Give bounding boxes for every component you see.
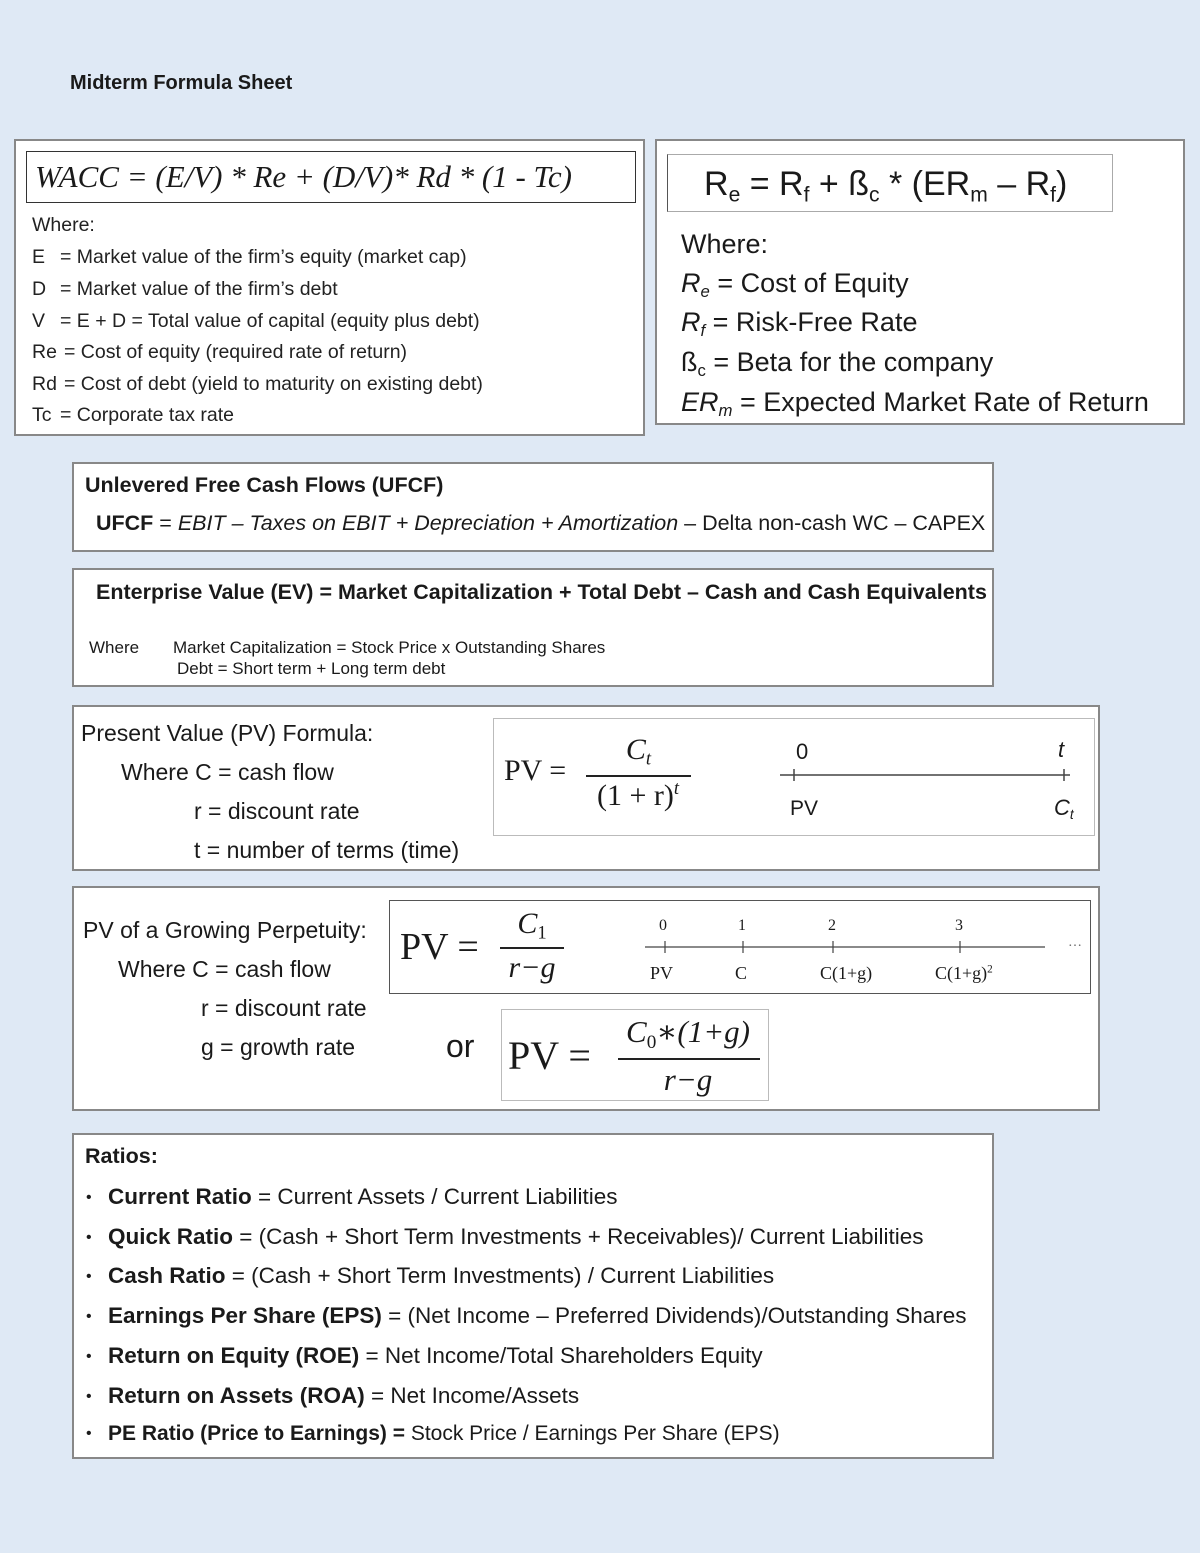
- perpetuity-label-pv: PV: [650, 963, 674, 983]
- perpetuity-denominator: r−g: [508, 951, 556, 984]
- perpetuity-tick-1: 1: [738, 917, 746, 934]
- perpetuity-timeline: [645, 939, 1055, 955]
- wacc-section: [14, 139, 645, 436]
- perpetuity-fraction-line: [500, 947, 564, 949]
- ratio-item: • Return on Equity (ROE) = Net Income/Total Shareholders Equity: [86, 1343, 763, 1368]
- pv-timeline-pv-label: PV: [790, 797, 819, 820]
- capm-def-row: $R_f$ = Risk-Free Rate: [681, 307, 918, 341]
- capm-def-row: $ß_c$ = Beta for the company: [681, 347, 994, 381]
- perpetuity-alt-formula-panel: [501, 1009, 769, 1101]
- pv-title: Present Value (PV) Formula:: [81, 720, 374, 746]
- perpetuity-label-c1g2: $C(1+g)^2$: [935, 963, 993, 983]
- page-title: Midterm Formula Sheet: [70, 72, 293, 94]
- ev-def-market-cap: Market Capitalization = Stock Price x Outstanding Shares: [173, 638, 606, 657]
- ratio-item: • Earnings Per Share (EPS) = (Net Income – Preferred Dividends)/Outstanding Shares: [86, 1303, 967, 1328]
- perpetuity-label-c: C: [735, 963, 748, 983]
- pv-def-r: r = discount rate: [194, 798, 360, 824]
- capm-where-label: Where:: [681, 229, 769, 259]
- wacc-def-row: D = Market value of the firm’s debt: [32, 278, 338, 300]
- ratio-item: • Return on Assets (ROA) = Net Income/Assets: [86, 1383, 580, 1408]
- pv-section: [72, 705, 1100, 871]
- pv-timeline: [774, 765, 1074, 785]
- wacc-def-row: E = Market value of the firm’s equity (market cap): [32, 246, 467, 268]
- ratio-item: • Cash Ratio = (Cash + Short Term Investments) / Current Liabilities: [86, 1263, 775, 1288]
- capm-section: [655, 139, 1185, 425]
- pv-fraction-line: [586, 775, 691, 777]
- wacc-def-row: V = E + D = Total value of capital (equity plus debt): [32, 310, 480, 332]
- pv-timeline-end: t: [1058, 737, 1065, 762]
- pv-def-c: Where C = cash flow: [121, 759, 334, 785]
- ratios-section: [72, 1133, 994, 1459]
- pv-denominator: $(1 + r)^t$: [596, 777, 680, 812]
- perpetuity-formula-panel: [389, 900, 1091, 994]
- perpetuity-label-c1g: C(1+g): [820, 963, 873, 983]
- wacc-formula: WACC = (E/V) * Re + (D/V)* Rd * (1 - Tc): [26, 151, 636, 203]
- ev-formula: Enterprise Value (EV) = Market Capitalization + Total Debt – Cash and Cash Equivalents: [96, 580, 987, 604]
- wacc-def-row: Tc = Corporate tax rate: [32, 404, 234, 426]
- perpetuity-def-r: r = discount rate: [201, 995, 367, 1021]
- ufcf-section: [72, 462, 994, 552]
- perpetuity-ellipsis: …: [1068, 935, 1082, 950]
- wacc-def-row: Rd = Cost of debt (yield to maturity on existing debt): [32, 373, 483, 395]
- perpetuity-def-g: g = growth rate: [201, 1034, 356, 1060]
- perpetuity-tick-2: 2: [828, 917, 836, 934]
- perpetuity-tick-3: 3: [955, 917, 963, 934]
- pv-lhs: PV =: [504, 754, 567, 787]
- perpetuity-alt-lhs: PV =: [508, 1033, 591, 1078]
- ufcf-formula: UFCF = EBIT – Taxes on EBIT + Depreciation + Amortization – Delta non-cash WC – CAPEX: [96, 511, 986, 535]
- capm-formula: $R_e = R_f$ + $ß_c * (ER_m - R_f)$: [667, 154, 1113, 212]
- pv-timeline-ct-label: $C_t$: [1054, 795, 1074, 823]
- perpetuity-numerator: $C_1$: [517, 907, 547, 944]
- wacc-where-label: Where:: [32, 214, 95, 236]
- ratio-item: • PE Ratio (Price to Earnings) = Stock Price / Earnings Per Share (EPS): [86, 1422, 780, 1445]
- ev-def-debt: Debt = Short term + Long term debt: [177, 659, 446, 678]
- perpetuity-alt-denominator: r−g: [663, 1062, 713, 1097]
- wacc-def-row: Re = Cost of equity (required rate of return): [32, 341, 408, 363]
- pv-timeline-start: 0: [796, 739, 809, 764]
- capm-def-row: $R_e$ = Cost of Equity: [681, 268, 909, 302]
- capm-def-row: $ER_m$ = Expected Market Rate of Return: [681, 387, 1149, 421]
- perpetuity-def-c: Where C = cash flow: [118, 956, 331, 982]
- pv-numerator: $C_t$: [625, 733, 652, 770]
- perpetuity-alt-numerator: $C_0∗(1+g)$: [626, 1014, 750, 1053]
- ratios-title: Ratios:: [85, 1144, 158, 1168]
- perpetuity-alt-fraction-line: [618, 1058, 760, 1060]
- ev-section: [72, 568, 994, 687]
- perpetuity-tick-0: 0: [659, 917, 667, 934]
- perpetuity-lhs: PV =: [400, 926, 479, 968]
- perpetuity-or: or: [446, 1028, 475, 1064]
- ufcf-title: Unlevered Free Cash Flows (UFCF): [85, 473, 444, 497]
- ev-where: Where: [89, 638, 140, 657]
- perpetuity-section: [72, 886, 1100, 1111]
- perpetuity-title: PV of a Growing Perpetuity:: [83, 917, 367, 943]
- ratio-item: • Current Ratio = Current Assets / Current Liabilities: [86, 1184, 618, 1209]
- ratio-item: • Quick Ratio = (Cash + Short Term Investments + Receivables)/ Current Liabilities: [86, 1224, 924, 1249]
- pv-formula-panel: [493, 718, 1095, 836]
- pv-def-t: t = number of terms (time): [194, 837, 460, 863]
